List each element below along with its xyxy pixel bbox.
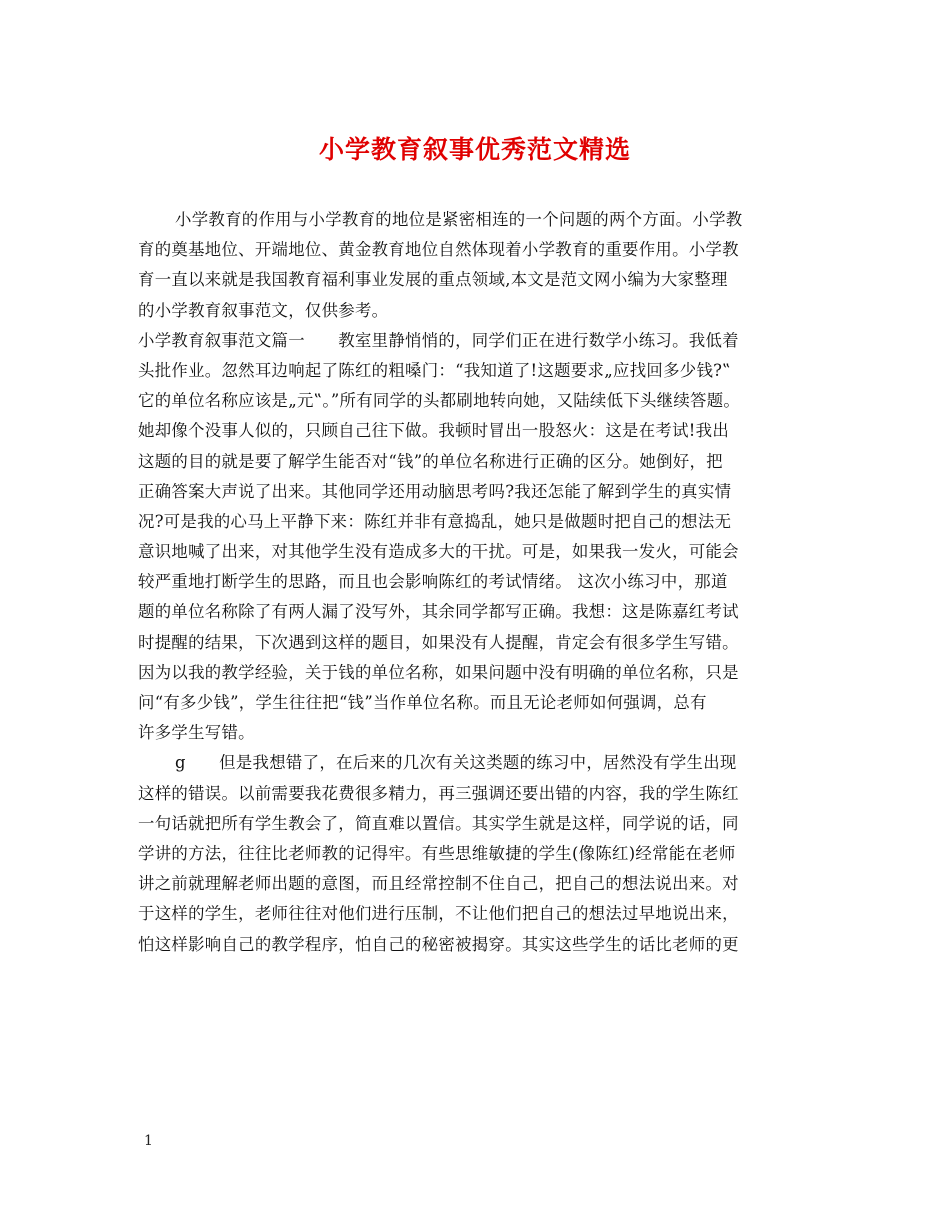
text-line: 正确答案大声说了出来。其他同学还用动脑思考吗?我还怎能了解到学生的真实情 bbox=[138, 481, 732, 501]
text-line: 这样的错误。以前需要我花费很多精力，再三强调还要出错的内容，我的学生陈红 bbox=[138, 783, 739, 803]
text-line: 小学教育叙事范文篇一 教室里静悄悄的，同学们正在进行数学小练习。我低着 bbox=[138, 330, 739, 350]
text-line: 较严重地打断学生的思路，而且也会影响陈红的考试情绪。 这次小练习中，那道 bbox=[138, 572, 728, 592]
text-line: 于这样的学生，老师往往对他们进行压制，不让他们把自己的想法过早地说出来， bbox=[138, 904, 739, 924]
text-line: 许多学生写错。 bbox=[138, 723, 255, 743]
text-line: 讲之前就理解老师出题的意图，而且经常控制不住自己，把自己的想法说出来。对 bbox=[138, 874, 739, 894]
text-line: 它的单位名称应该是„元‟。”所有同学的头都刷地转向她，又陆续低下头继续答题。 bbox=[138, 391, 741, 411]
text-line: 学讲的方法，往往比老师教的记得牢。有些思维敏捷的学生(像陈红)经常能在老师 bbox=[138, 843, 736, 863]
text-line: 小学教育的作用与小学教育的地位是紧密相连的一个问题的两个方面。小学教 bbox=[175, 210, 743, 229]
text-line: 头批作业。忽然耳边响起了陈红的粗嗓门：“我知道了!这题要求„应找回多少钱?‟ bbox=[138, 360, 731, 380]
text-line: 育一直以来就是我国教育福利事业发展的重点领域,本文是范文网小编为大家整理 bbox=[138, 270, 728, 290]
text-line: 时提醒的结果，下次遇到这样的题目，如果没有人提醒，肯定会有很多学生写错。 bbox=[138, 632, 739, 652]
text-line: 她却像个没事人似的，只顾自己往下做。我顿时冒出一股怒火：这是在考试!我出 bbox=[138, 421, 730, 441]
text-line: g 但是我想错了，在后来的几次有关这类题的练习中，居然没有学生出现 bbox=[175, 753, 737, 773]
text-line: 况?可是我的心马上平静下来：陈红并非有意捣乱，她只是做题时把自己的想法无 bbox=[138, 511, 732, 531]
text-line: 意识地喊了出来，对其他学生没有造成多大的干扰。可是，如果我一发火，可能会 bbox=[138, 542, 739, 562]
page-number: 1 bbox=[144, 1133, 153, 1149]
text-line: 怕这样影响自己的教学程序，怕自己的秘密被揭穿。其实这些学生的话比老师的更 bbox=[138, 934, 739, 954]
document-body bbox=[138, 205, 818, 960]
text-line: 因为以我的教学经验，关于钱的单位名称，如果问题中没有明确的单位名称，只是 bbox=[138, 662, 739, 682]
text-line: 问“有多少钱”，学生往往把“钱”当作单位名称。而且无论老师如何强调，总有 bbox=[138, 693, 707, 712]
text-line: 育的奠基地位、开端地位、黄金教育地位自然体现着小学教育的重要作用。小学教 bbox=[138, 240, 739, 260]
text-line: 一句话就把所有学生教会了，简直难以置信。其实学生就是这样，同学说的话，同 bbox=[138, 813, 739, 833]
text-line: 题的单位名称除了有两人漏了没写外，其余同学都写正确。我想：这是陈嘉红考试 bbox=[138, 602, 739, 622]
text-line: 的小学教育叙事范文，仅供参考。 bbox=[138, 300, 389, 320]
document-title: 小学教育叙事优秀范文精选 bbox=[318, 135, 631, 164]
text-line: 这题的目的就是要了解学生能否对“钱”的单位名称进行正确的区分。她倒好，把 bbox=[138, 451, 723, 471]
